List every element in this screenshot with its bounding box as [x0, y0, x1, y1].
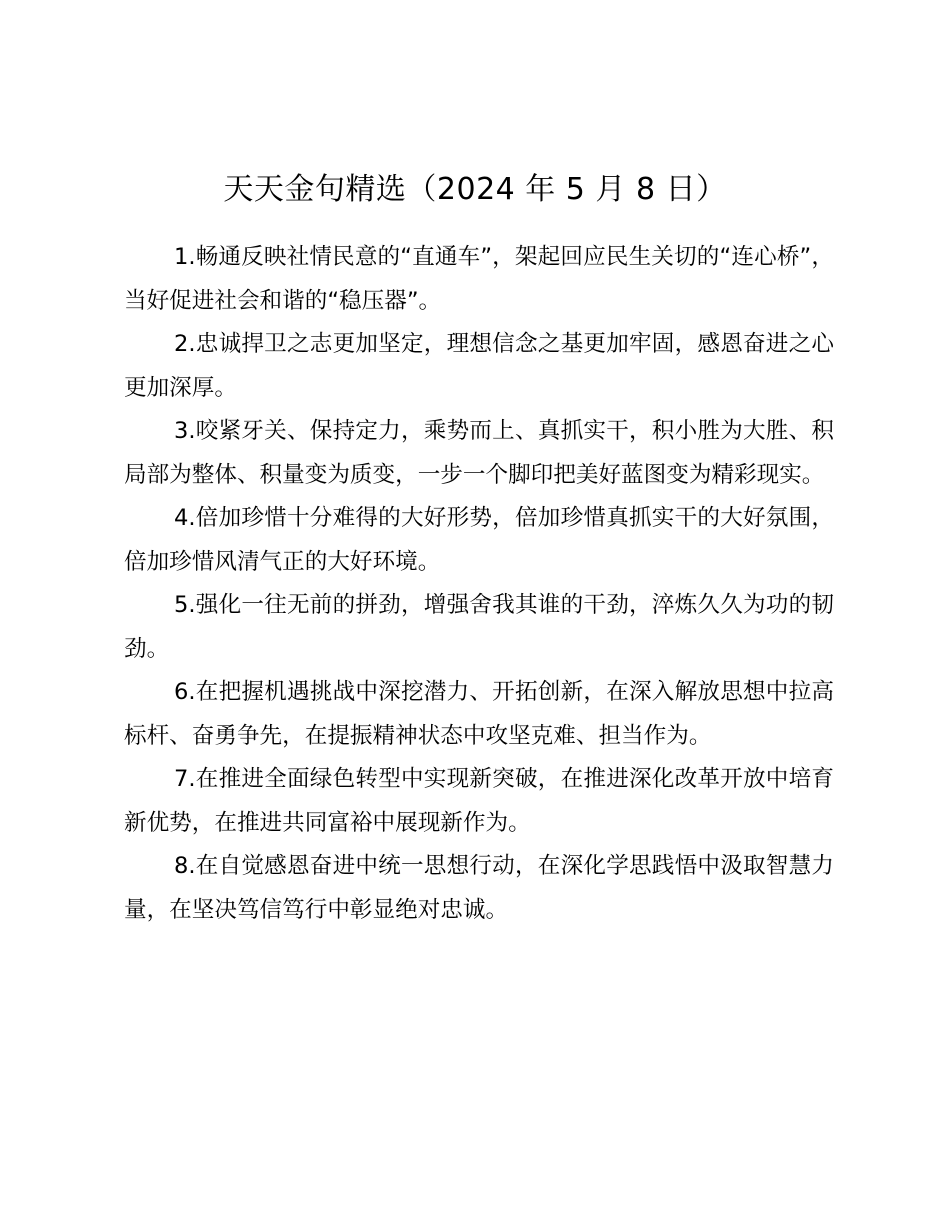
quote-item-2: 2.忠诚捍卫之志更加坚定，理想信念之基更加牢固，感恩奋进之心更加深厚。: [124, 331, 834, 401]
quote-item-3: 3.咬紧牙关、保持定力，乘势而上、真抓实干，积小胜为大胜、积局部为整体、积量变为质变，一步一个脚印把美好蓝图变为精彩现实。: [124, 418, 834, 488]
quote-item-7: 7.在推进全面绿色转型中实现新突破，在推进深化改革开放中培育新优势，在推进共同富裕中展现新作为。: [124, 766, 834, 836]
quote-item-5: 5.强化一往无前的拼劲，增强舍我其谁的干劲，淬炼久久为功的韧劲。: [124, 592, 834, 662]
quote-item-4: 4.倍加珍惜十分难得的大好形势，倍加珍惜真抓实干的大好氛围，倍加珍惜风清气正的大好环境。: [124, 505, 834, 575]
quote-list: [124, 236, 834, 932]
quote-item-8: 8.在自觉感恩奋进中统一思想行动，在深化学思践悟中汲取智慧力量，在坚决笃信笃行中彰显绝对忠诚。: [124, 853, 834, 923]
quote-item-6: 6.在把握机遇挑战中深挖潜力、开拓创新，在深入解放思想中拉高标杆、奋勇争先，在提振精神状态中攻坚克难、担当作为。: [124, 679, 834, 749]
quote-item-1: 1.畅通反映社情民意的“直通车”，架起回应民生关切的“连心桥”，当好促进社会和谐的“稳压器”。: [124, 244, 834, 314]
page-title: 天天金句精选（2024 年 5 月 8 日）: [223, 172, 727, 207]
